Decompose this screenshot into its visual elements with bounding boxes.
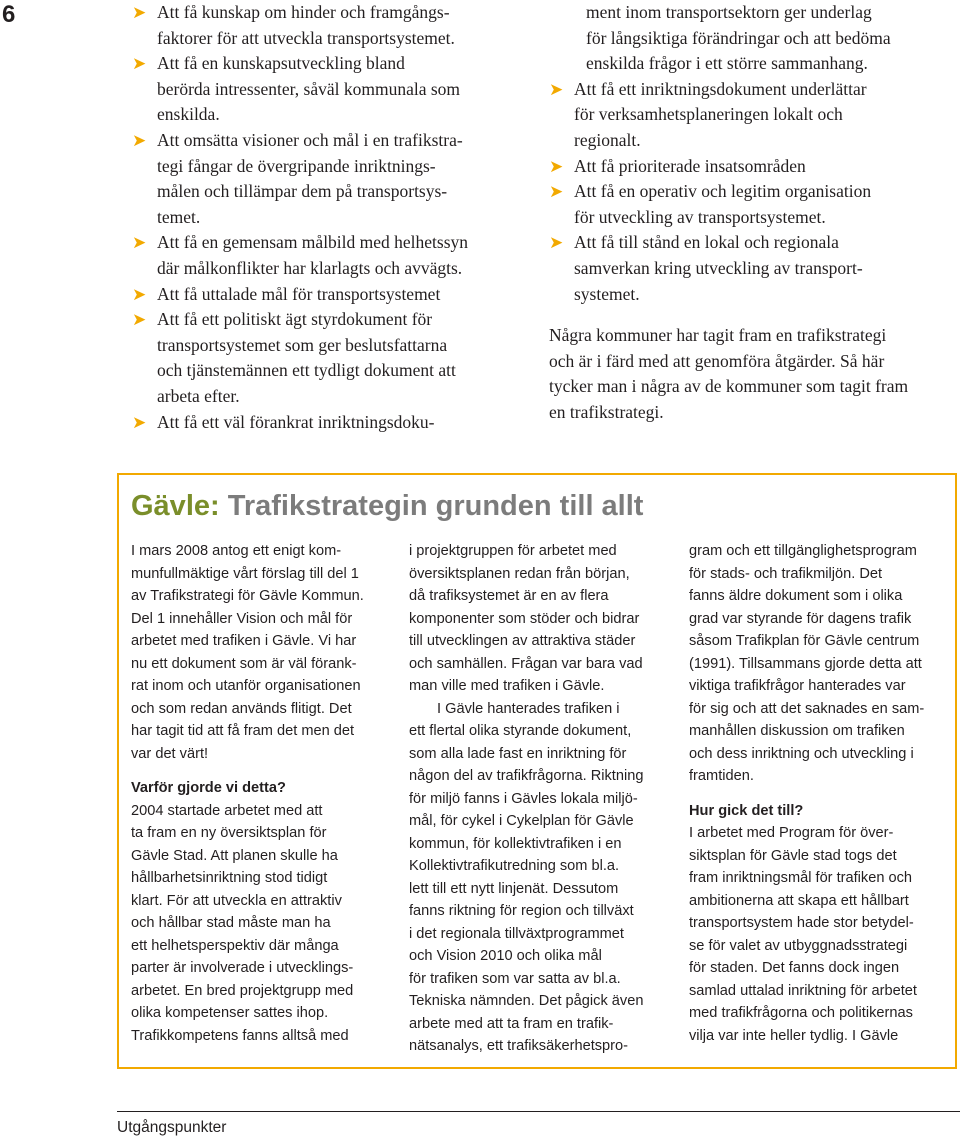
text-line: systemet. bbox=[574, 283, 640, 304]
text-line: där målkonflikter har klarlagts och avvägts. bbox=[157, 257, 463, 278]
text-line: Några kommuner har tagit fram en trafikstrategi bbox=[549, 325, 887, 346]
bullet-text bbox=[157, 230, 532, 281]
text-line: Att få kunskap om hinder och framgångs- bbox=[157, 2, 450, 22]
arrow-bullet-icon: ➤ bbox=[132, 130, 147, 150]
bullet-item bbox=[132, 51, 532, 128]
text-line: berörda intressenter, såväl kommunala som bbox=[157, 78, 461, 99]
bullet-text bbox=[157, 0, 532, 51]
arrow-bullet-icon: ➤ bbox=[132, 284, 147, 304]
text-line: arbete med att ta fram en trafik- bbox=[409, 1015, 614, 1032]
text-line: komponenter som stöder och bidrar bbox=[409, 610, 640, 627]
text-line: arbeta efter. bbox=[157, 385, 240, 406]
text-line: samlad uttalad inriktning för arbetet bbox=[689, 982, 917, 999]
intro-column-right bbox=[549, 0, 959, 426]
text-line: rat inom och utanför organisationen bbox=[131, 678, 361, 694]
case-study-intro bbox=[131, 540, 396, 765]
bullet-item bbox=[132, 282, 532, 308]
text-line: med trafikfrågorna och politikernas bbox=[689, 1005, 913, 1021]
text-line: Att få ett politiskt ägt styrdokument för bbox=[157, 309, 433, 330]
text-line: arbetet. En bred projektgrupp med bbox=[131, 982, 354, 999]
text-line: tycker man i några av de kommuner som tagit fram bbox=[549, 376, 909, 397]
text-line: fanns riktning för region och tillväxt bbox=[409, 903, 634, 919]
case-study-title bbox=[131, 486, 643, 526]
case-study-column-1 bbox=[131, 540, 396, 1047]
bullet-text bbox=[157, 51, 532, 128]
text-line: Att få en kunskapsutveckling bland bbox=[157, 53, 405, 74]
text-line: klart. För att utveckla en attraktiv bbox=[131, 892, 342, 909]
bullet-item bbox=[549, 77, 959, 154]
arrow-bullet-icon: ➤ bbox=[549, 79, 564, 99]
text-line: av Trafikstrategi för Gävle Kommun. bbox=[131, 588, 364, 604]
text-line: olika kompetenser sattes ihop. bbox=[131, 1005, 329, 1021]
text-line: nätsanalys, ett trafiksäkerhetspro- bbox=[409, 1038, 629, 1054]
text-line: som alla lade fast en inriktning för bbox=[409, 745, 627, 762]
bullet-item bbox=[549, 179, 959, 230]
text-line: I arbetet med Program för över- bbox=[689, 825, 894, 841]
arrow-bullet-icon: ➤ bbox=[132, 3, 147, 22]
text-line: då trafiksystemet är en av flera bbox=[409, 588, 609, 604]
arrow-bullet-icon: ➤ bbox=[132, 412, 147, 432]
text-line: lett till ett nytt linjenät. Dessutom bbox=[409, 880, 619, 897]
text-line: till utvecklingen av attraktiva städer bbox=[409, 633, 636, 649]
subheading: Varför gjorde vi detta? bbox=[131, 780, 286, 796]
intro-column-left bbox=[132, 0, 532, 435]
text-line: parter är involverade i utvecklings- bbox=[131, 960, 354, 976]
text-line: Tekniska nämnden. Det pågick även bbox=[409, 993, 644, 1009]
case-study-headline: Trafikstrategin grunden till allt bbox=[219, 490, 644, 522]
text-line: gram och ett tillgänglighetsprogram bbox=[689, 543, 917, 559]
text-line: nu ett dokument som är väl förank- bbox=[131, 655, 357, 672]
text-line: en trafikstrategi. bbox=[549, 401, 664, 422]
text-line: var det värt! bbox=[131, 745, 209, 762]
text-line: Del 1 innehåller Vision och mål för bbox=[131, 610, 353, 627]
case-study-paragraph bbox=[409, 720, 674, 1058]
text-line: och hållbar stad måste man ha bbox=[131, 915, 331, 931]
text-line: för stads- och trafikmiljön. Det bbox=[689, 565, 883, 582]
case-study-column-2 bbox=[409, 540, 674, 1058]
text-line: såsom Trafikplan för Gävle centrum bbox=[689, 633, 920, 649]
arrow-bullet-icon: ➤ bbox=[132, 54, 147, 74]
bullet-text bbox=[157, 307, 532, 409]
arrow-bullet-icon: ➤ bbox=[132, 233, 147, 253]
text-line: för trafiken som var satta av bl.a. bbox=[409, 970, 621, 987]
bullet-item bbox=[132, 230, 532, 281]
text-line: hållbarhetsinriktning stod tidigt bbox=[131, 870, 328, 886]
text-line: för miljö fanns i Gävles lokala miljö- bbox=[409, 790, 638, 807]
bullet-item bbox=[549, 230, 959, 307]
bullet-item bbox=[132, 307, 532, 409]
text-line: och är i färd med att genomföra åtgärder. Så här bbox=[549, 350, 885, 371]
page-number: 6 bbox=[2, 1, 16, 28]
text-line: fanns äldre dokument som i olika bbox=[689, 588, 903, 604]
bullet-text bbox=[574, 230, 959, 307]
text-line: se för valet av utbyggnadsstrategi bbox=[689, 937, 908, 954]
arrow-bullet-icon: ➤ bbox=[549, 233, 564, 253]
text-line: Att få ett väl förankrat inriktningsdoku- bbox=[157, 411, 435, 432]
text-line: kommun, för kollektivtrafiken i en bbox=[409, 835, 622, 852]
bullet-text bbox=[574, 77, 959, 154]
text-line: transportsystem hade stor betydel- bbox=[689, 915, 914, 931]
bullet-text bbox=[574, 154, 959, 180]
text-line: faktorer för att utveckla transportsystemet. bbox=[157, 27, 455, 48]
text-line: samverkan kring utveckling av transport- bbox=[574, 257, 863, 278]
text-line: och samhällen. Frågan var bara vad bbox=[409, 655, 643, 672]
text-line: ett helhetsperspektiv där många bbox=[131, 937, 339, 954]
text-line: Att få prioriterade insatsområden bbox=[574, 155, 806, 176]
text-line: vilja var inte heller tydlig. I Gävle bbox=[689, 1027, 899, 1044]
bullet-text bbox=[157, 282, 532, 308]
text-line: Att få ett inriktningsdokument underlättar bbox=[574, 78, 867, 99]
text-line: för utveckling av transportsystemet. bbox=[574, 206, 826, 227]
case-study-paragraph bbox=[689, 822, 954, 1047]
text-line: siktsplan för Gävle stad togs det bbox=[689, 847, 897, 864]
text-line: ment inom transportsektorn ger underlag bbox=[586, 2, 872, 22]
text-line: transportsystemet som ger beslutsfattarna bbox=[157, 334, 448, 355]
subheading: Hur gick det till? bbox=[689, 802, 804, 819]
text-line: munfullmäktige vårt förslag till del 1 bbox=[131, 565, 359, 582]
text-line: för långsiktiga förändringar och att bedöma bbox=[586, 27, 891, 48]
case-study-city: Gävle: bbox=[131, 490, 220, 522]
text-line: för sig och att det saknades en sam- bbox=[689, 700, 925, 717]
case-study-paragraph bbox=[689, 540, 954, 788]
text-line: Gävle Stad. Att planen skulle ha bbox=[131, 847, 338, 864]
text-line: framtiden. bbox=[689, 768, 754, 784]
bullet-text bbox=[574, 179, 959, 230]
arrow-bullet-icon: ➤ bbox=[132, 310, 147, 330]
text-line: mål, för cykel i Cykelplan för Gävle bbox=[409, 813, 634, 829]
text-line: man ville med trafiken i Gävle. bbox=[409, 678, 605, 694]
bullet-item bbox=[132, 128, 532, 230]
text-line: Att få en gemensam målbild med helhetssyn bbox=[157, 232, 469, 253]
text-line: Att få en operativ och legitim organisation bbox=[574, 181, 872, 202]
text-line: grad var styrande för dagens trafik bbox=[689, 610, 912, 627]
continued-bullet-text bbox=[549, 0, 959, 77]
text-line: Att få uttalade mål för transportsystemet bbox=[157, 283, 441, 304]
text-line: målen och tillämpar dem på transportsys- bbox=[157, 181, 448, 202]
text-line: ta fram en ny översiktsplan för bbox=[131, 825, 327, 841]
bullet-text bbox=[157, 410, 532, 436]
text-line: Att omsätta visioner och mål i en trafikstra- bbox=[157, 129, 463, 150]
intro-paragraph bbox=[549, 323, 959, 425]
bullet-item bbox=[132, 410, 532, 436]
paragraph-first-line: I Gävle hanterades trafiken i bbox=[437, 700, 620, 717]
text-line: viktiga trafikfrågor hanterades var bbox=[689, 678, 906, 694]
text-line: regionalt. bbox=[574, 129, 641, 150]
arrow-bullet-icon: ➤ bbox=[549, 156, 564, 176]
text-line: temet. bbox=[157, 206, 201, 227]
text-line: Kollektivtrafikutredning som bl.a. bbox=[409, 858, 620, 874]
text-line: och dess inriktning och utveckling i bbox=[689, 745, 914, 762]
text-line: Trafikkompetens fanns alltså med bbox=[131, 1027, 349, 1044]
text-line: och tjänstemännen ett tydligt dokument att bbox=[157, 360, 456, 381]
text-line: har tagit tid att få fram det men det bbox=[131, 723, 355, 739]
text-line: arbetet med trafiken i Gävle. Vi har bbox=[131, 633, 357, 649]
text-line: för staden. Det fanns dock ingen bbox=[689, 960, 900, 976]
case-study-column-3 bbox=[689, 540, 954, 1047]
text-line: tegi fångar de övergripande inriktnings- bbox=[157, 155, 436, 176]
text-line: översiktsplanen redan från början, bbox=[409, 565, 630, 582]
text-line: ambitionerna att skapa ett hållbart bbox=[689, 892, 909, 909]
arrow-bullet-icon: ➤ bbox=[549, 182, 564, 202]
text-line: (1991). Tillsammans gjorde detta att bbox=[689, 655, 922, 672]
text-line: I mars 2008 antog ett enigt kom- bbox=[131, 543, 342, 559]
text-line: i projektgruppen för arbetet med bbox=[409, 543, 617, 559]
text-line: fram inriktningsmål för trafiken och bbox=[689, 870, 913, 886]
text-line: ett flertal olika styrande dokument, bbox=[409, 723, 632, 739]
text-line: i det regionala tillväxtprogrammet bbox=[409, 925, 624, 942]
footer-rule bbox=[117, 1111, 960, 1112]
case-study-paragraph bbox=[409, 540, 674, 698]
text-line: manhållen diskussion om trafiken bbox=[689, 723, 905, 739]
bullet-list bbox=[549, 77, 959, 307]
text-line: någon del av trafikfrågorna. Riktning bbox=[409, 768, 644, 784]
bullet-text bbox=[157, 128, 532, 230]
text-line: enskilda frågor i ett större sammanhang. bbox=[586, 53, 868, 74]
bullet-item bbox=[549, 154, 959, 180]
text-line: och som redan används flitigt. Det bbox=[131, 700, 352, 717]
bullet-item bbox=[132, 0, 532, 51]
case-study-paragraph bbox=[131, 800, 396, 1048]
text-line: och Vision 2010 och olika mål bbox=[409, 948, 602, 964]
text-line: 2004 startade arbetet med att bbox=[131, 802, 323, 819]
text-line: för verksamhetsplaneringen lokalt och bbox=[574, 104, 843, 125]
footer-section-label: Utgångspunkter bbox=[117, 1119, 227, 1136]
text-line: enskilda. bbox=[157, 104, 220, 125]
text-line: Att få till stånd en lokal och regionala bbox=[574, 232, 839, 253]
